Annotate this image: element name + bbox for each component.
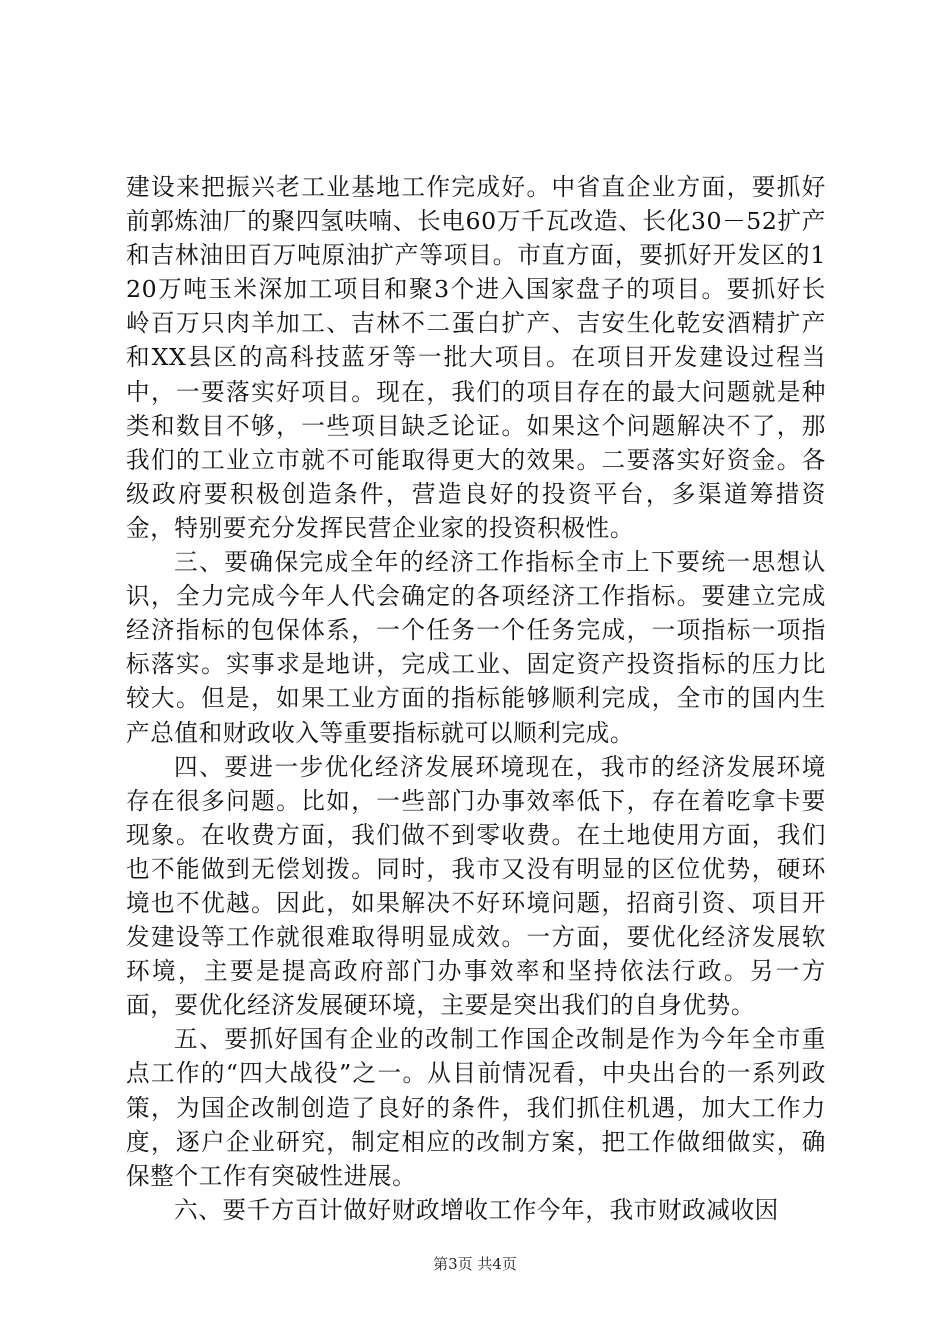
- page-footer: 第3页 共4页: [433, 1255, 517, 1273]
- paragraph-continuation: 建设来把振兴老工业基地工作完成好。中省直企业方面，要抓好前郭炼油厂的聚四氢呋喃、长电60万千瓦改造、长化30－52扩产和吉林油田百万吨原油扩产等项目。市直方面，要抓好开发区的120万吨玉米深加工项目和聚3个进入国家盘子的项目。要抓好长岭百万只肉羊加工、吉林不二蛋白扩产、吉安生化乾安酒精扩产和XX县区的高科技蓝牙等一批大项目。在项目开发建设过程当中，一要落实好项目。现在，我们的项目存在的最大问题就是种类和数目不够，一些项目缺乏论证。如果这个问题解决不了，那我们的工业立市就不可能取得更大的效果。二要落实好资金。各级政府要积极创造条件，营造良好的投资平台，多渠道筹措资金，特别要充分发挥民营企业家的投资积极性。: [126, 173, 826, 542]
- paragraph-section-3: 三、要确保完成全年的经济工作指标全市上下要统一思想认识，全力完成今年人代会确定的各项经济工作指标。要建立完成经济指标的包保体系，一个任务一个任务完成，一项指标一项指标落实。实事求是地讲，完成工业、固定资产投资指标的压力比较大。但是，如果工业方面的指标能够顺利完成，全市的国内生产总值和财政收入等重要指标就可以顺利完成。: [126, 548, 826, 747]
- paragraph-section-6: 六、要千方百计做好财政增收工作今年，我市财政减收因: [174, 1195, 779, 1224]
- paragraph-section-4: 四、要进一步优化经济发展环境现在，我市的经济发展环境存在很多问题。比如，一些部门办事效率低下，存在着吃拿卡要现象。在收费方面，我们做不到零收费。在土地使用方面，我们也不能做到无偿划拨。同时，我市又没有明显的区位优势，硬环境也不优越。因此，如果解决不好环境问题，招商引资、项目开发建设等工作就很难取得明显成效。一方面，要优化经济发展软环境，主要是提高政府部门办事效率和坚持依法行政。另一方面，要优化经济发展硬环境，主要是突出我们的自身优势。: [126, 752, 826, 1020]
- document-body: [126, 170, 826, 1227]
- paragraph-section-5: 五、要抓好国有企业的改制工作国企改制是作为今年全市重点工作的“四大战役”之一。从目前情况看，中央出台的一系列政策，为国企改制创造了良好的条件，我们抓住机遇，加大工作力度，逐户企业研究，制定相应的改制方案，把工作做细做实，确保整个工作有突破性进展。: [126, 1025, 826, 1190]
